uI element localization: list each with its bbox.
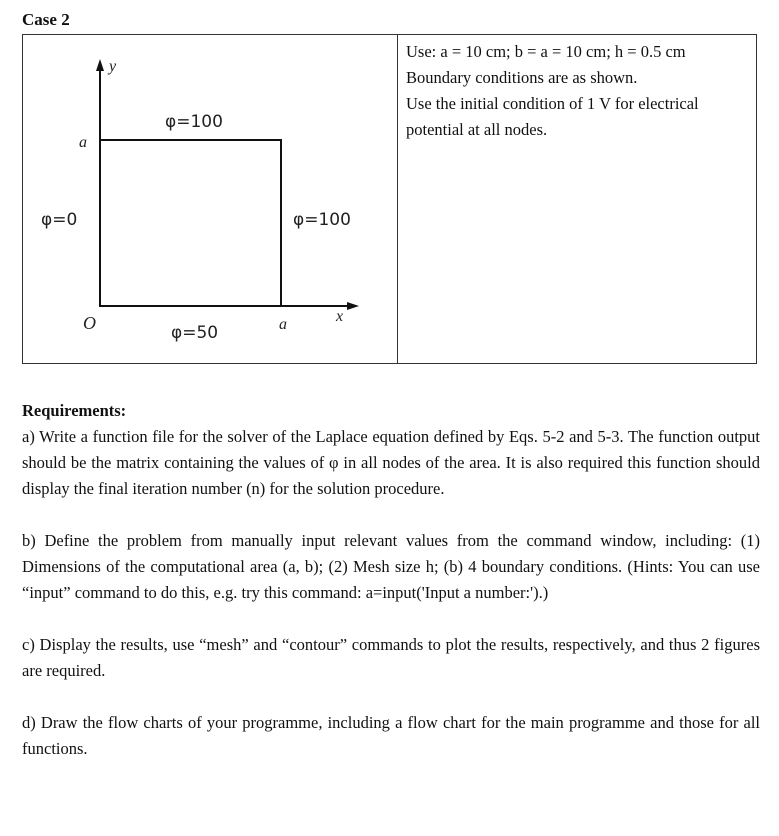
- info-line: potential at all nodes.: [406, 120, 548, 139]
- requirement-c: c) Display the results, use “mesh” and “contour” commands to plot the results, respectively, and thus 2 figures are required.: [22, 635, 760, 680]
- requirement-a: a) Write a function file for the solver of the Laplace equation defined by Eqs. 5-2 and 5-3. The function output should be the matrix containing the values of φ in all nodes of the area. It is also required this function should display the final iteration number (n) for the solution procedure.: [22, 427, 760, 498]
- tick-a-x: a: [279, 316, 287, 333]
- bc-bottom: φ=50: [171, 323, 219, 343]
- info-line: Use: a = 10 cm; b = a = 10 cm; h = 0.5 cm: [406, 42, 686, 61]
- requirements-section: [22, 398, 760, 762]
- info-line: Boundary conditions are as shown.: [406, 68, 638, 87]
- bc-left: φ=0: [41, 210, 78, 230]
- case-table: [22, 34, 757, 364]
- domain-square: [100, 140, 281, 306]
- y-axis-label: y: [109, 58, 117, 75]
- tick-a-y: a: [79, 134, 87, 151]
- requirement-d: d) Draw the flow charts of your programme, including a flow chart for the main programme and those for all functions.: [22, 713, 760, 758]
- requirement-b: b) Define the problem from manually input relevant values from the command window, including: (1) Dimensions of the computational area (a, b); (2) Mesh size h; (b) 4 boundary conditions. (Hints: You can use “input” command to do this, e.g. try this command: a=input('Input a number:').): [22, 531, 760, 602]
- diagram-svg: [23, 35, 397, 363]
- x-axis-label: x: [336, 308, 344, 325]
- x-axis-arrow: [347, 302, 359, 310]
- problem-info: [406, 39, 756, 143]
- boundary-diagram: [23, 35, 397, 363]
- info-line: Use the initial condition of 1 V for electrical: [406, 94, 699, 113]
- requirements-heading: Requirements:: [22, 401, 127, 420]
- case-title: Case 2: [22, 10, 70, 29]
- origin-label: O: [83, 313, 96, 333]
- table-divider: [397, 35, 398, 363]
- bc-right: φ=100: [293, 210, 351, 230]
- y-axis-arrow: [96, 59, 104, 71]
- bc-top: φ=100: [165, 112, 223, 132]
